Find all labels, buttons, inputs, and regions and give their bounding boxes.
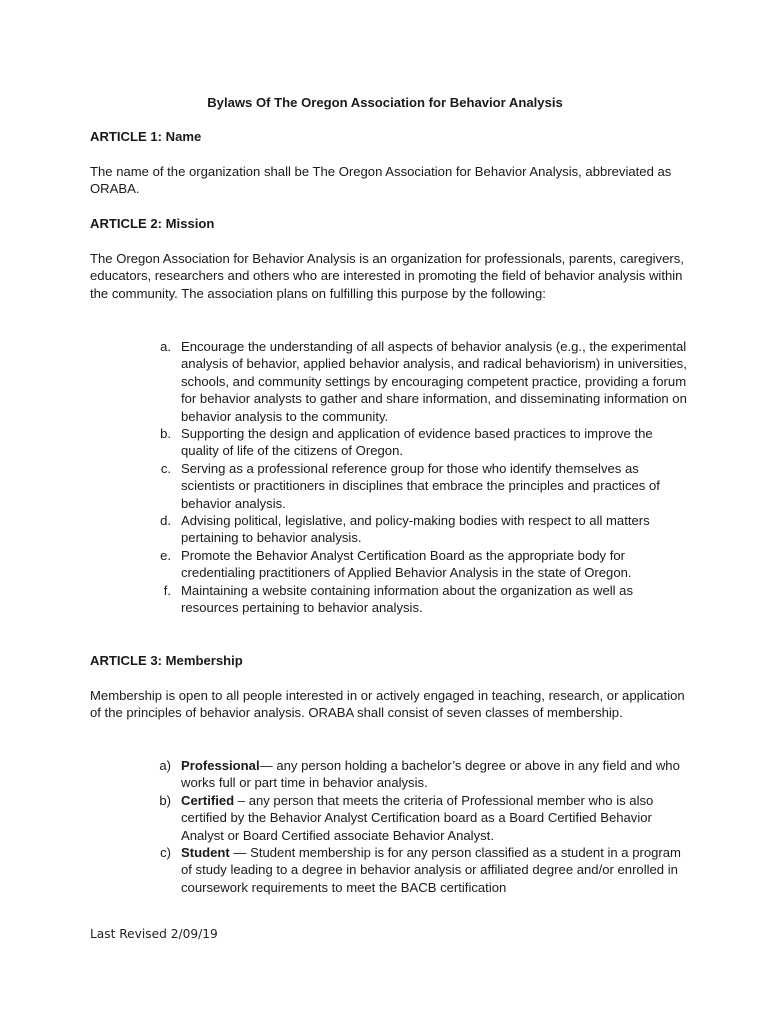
membership-term: Certified	[181, 792, 235, 808]
list-marker: c.	[160, 460, 171, 476]
list-item-text: any person that meets the criteria of Professional member who is also certified by the Behavior Analyst Certification board as a Board Certified Behavior Analyst or Board Certified associate Behavior Analyst.	[181, 792, 654, 843]
list-item-text: Advising political, legislative, and policy-making bodies with respect to all matters pertaining to behavior analysis.	[181, 513, 650, 546]
list-item	[90, 844, 690, 896]
list-item-text: Maintaining a website containing information about the organization as well as resources pertaining to behavior analysis.	[181, 582, 634, 616]
list-item	[90, 582, 690, 617]
list-item	[90, 792, 690, 844]
document-title: Bylaws Of The Oregon Association for Behavior Analysis	[207, 95, 563, 110]
list-item-text: Encourage the understanding of all aspects of behavior analysis (e.g., the experimental analysis of behavior, applied behavior analysis, and radical behaviorism) in universities, schools, and community settings by encouraging competent practice, providing a forum for behavior analysts to gather and share information, and disseminating information on behavior analysis to the community.	[181, 339, 687, 424]
article-1-text: The name of the organization shall be The Oregon Association for Behavior Analysis, abbreviated as ORABA.	[90, 164, 672, 197]
list-marker: b.	[160, 426, 171, 442]
list-marker: c)	[160, 845, 171, 861]
list-marker: a.	[160, 339, 171, 354]
membership-term: Professional	[181, 758, 260, 773]
article-3-text: Membership is open to all people interested in or actively engaged in teaching, research, or application of the principles of behavior analysis. ORABA shall consist of seven classes of membership.	[90, 688, 685, 721]
list-item	[90, 425, 690, 460]
article-3-heading: ARTICLE 3: Membership	[90, 653, 243, 668]
list-item	[90, 547, 690, 582]
article-1-heading: ARTICLE 1: Name	[90, 129, 202, 144]
list-item-text: Serving as a professional reference group for those who identify themselves as scientists or practitioners in disciplines that embrace the principles and practices of behavior analysis.	[181, 460, 660, 511]
list-item-text: Supporting the design and application of evidence based practices to improve the quality of life of the citizens of Oregon.	[181, 426, 653, 459]
term-separator: —	[259, 758, 277, 773]
list-item	[90, 757, 690, 792]
article-2-text: The Oregon Association for Behavior Analysis is an organization for professionals, parents, caregivers, educators, researchers and others who are interested in promoting the field of behavior analysis within the community. The association plans on fulfilling this purpose by the following:	[90, 251, 684, 301]
term-separator: —	[229, 845, 251, 861]
list-item-text: Promote the Behavior Analyst Certification Board as the appropriate body for credentialing practitioners of Applied Behavior Analysis in the state of Oregon.	[181, 547, 632, 581]
list-marker: b)	[159, 792, 171, 808]
list-item-text: Student membership is for any person classified as a student in a program of study leading to a degree in behavior analysis or affiliated degree and/or enrolled in coursework requirements to meet the BACB certification	[181, 845, 681, 895]
mission-list	[90, 338, 690, 617]
membership-term: Student	[181, 845, 230, 861]
list-marker: d.	[160, 513, 171, 529]
list-marker: f.	[163, 582, 171, 598]
list-marker: a)	[159, 758, 171, 773]
term-separator: –	[234, 792, 249, 808]
list-item	[90, 512, 690, 547]
article-2-heading: ARTICLE 2: Mission	[90, 216, 215, 231]
list-item-text: any person holding a bachelor’s degree or above in any field and who works full or part time in behavior analysis.	[181, 758, 680, 791]
list-item	[90, 460, 690, 512]
list-marker: e.	[160, 547, 171, 563]
membership-list	[90, 757, 690, 896]
last-revised-footer: Last Revised 2/09/19	[90, 927, 218, 941]
list-item	[90, 338, 690, 425]
